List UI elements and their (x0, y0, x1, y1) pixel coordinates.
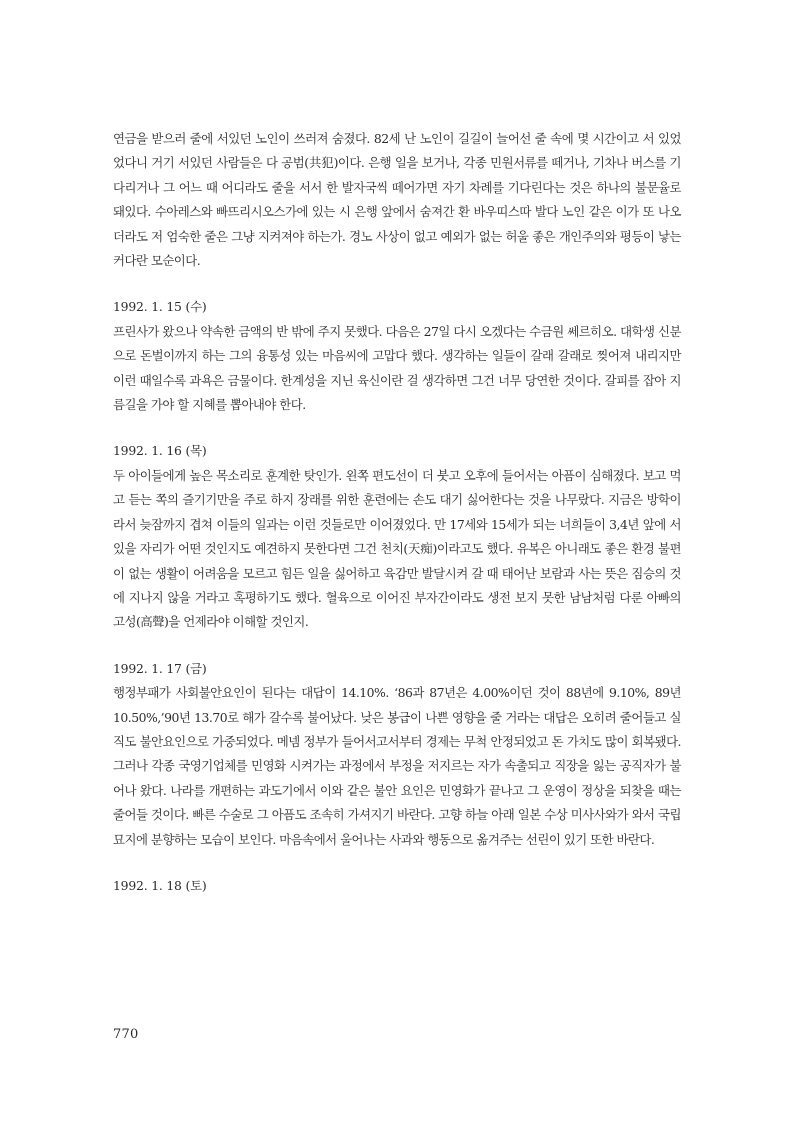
diary-page-body (113, 127, 681, 898)
diary-entry-0117 (113, 657, 681, 852)
entry-text: 두 아이들에게 높은 목소리로 훈계한 탓인가. 왼쪽 편도선이 더 붓고 오후에 들어서는 아픔이 심해졌다. 보고 먹고 듣는 쪽의 즐기기만을 주로 하지 장래를 위한 훈련에는 손도 대기 싫어한다는 것을 나무랐다. 지금은 방학이라서 늦잠까지 겹쳐 이들의 일과는 이런 것들로만 이어졌었다. 만 17세와 15세가 되는 너희들이 3,4년 앞에 서 있을 자리가 어떤 것인지도 예견하지 못한다면 그건 천치(天痴)이라고도 했다. 유복은 아니래도 좋은 환경 불편이 없는 생활이 어려움을 모르고 힘든 일을 싫어하고 육감만 발달시켜 갈 때 태어난 보람과 사는 뜻은 짐승의 것에 지나지 않을 거라고 혹평하기도 했다. 혈육으로 이어진 부자간이라도 생전 보지 못한 남남처럼 다룬 아빠의 고성(高聲)을 언제라야 이해할 것인지. (113, 467, 681, 630)
page-number: 770 (113, 1027, 139, 1042)
entry-date: 1992. 1. 15 (수) (113, 299, 207, 315)
intro-paragraph: 연금을 받으러 줄에 서있던 노인이 쓰러져 숨졌다. 82세 난 노인이 길길이 늘어선 줄 속에 몇 시간이고 서 있었었다니 거기 서있던 사람들은 다 공범(共犯)이다. 은행 일을 보거나, 각종 민원서류를 떼거나, 기차나 버스를 기다리거나 그 어느 때 어디라도 줄을 서서 한 발자국씩 떼어가면 자기 차례를 기다린다는 것은 하나의 불문율로 돼있다. 수아레스와 빠뜨리시오스가에 있는 시 은행 앞에서 숨져간 환 바우띠스따 발다 노인 같은 이가 또 나오더라도 저 엄숙한 줄은 그냥 지켜져야 하는가. 경노 사상이 없고 예외가 없는 허울 좋은 개인주의와 평등이 낳는 커다란 모순이다. (113, 131, 681, 269)
diary-entry-0115 (113, 295, 681, 417)
diary-entry-0116 (113, 439, 681, 634)
entry-date: 1992. 1. 18 (토) (113, 877, 207, 893)
entry-text: 행정부패가 사회불안요인이 된다는 대답이 14.10%. ‘86과 87년은 4.00%이던 것이 88년에 9.10%, 89년 10.50%,’90년 13.70로 해가 갈수록 불어났다. 낮은 봉급이 나쁜 영향을 줄 거라는 대답은 오히려 줄어들고 실직도 불안요인으로 가중되었다. 메넴 정부가 들어서고서부터 경제는 무척 안정되었고 돈 가치도 많이 회복됐다. 그러나 각종 국영기업체를 민영화 시켜가는 과정에서 부정을 저지르는 자가 속출되고 직장을 잃는 공직자가 불어나 왔다. 나라를 개편하는 과도기에서 이와 같은 불안 요인은 민영화가 끝나고 그 운영이 정상을 되찾을 때는 줄어들 것이다. 빠른 수술로 그 아픔도 조속히 가셔지기 바란다. 고향 하늘 아래 일본 수상 미사사와가 와서 국립묘지에 분향하는 모습이 보인다. 마음속에서 울어나는 사과와 행동으로 옮겨주는 선린이 있기 또한 바란다. (113, 685, 681, 847)
entry-text: 프린사가 왔으나 약속한 금액의 반 밖에 주지 못했다. 다음은 27일 다시 오겠다는 수금원 쎄르히오. 대학생 신분으로 돈벌이까지 하는 그의 융통성 있는 마음씨에 고맙다 했다. 생각하는 일들이 갈래 갈래로 찢어져 내리지만 이런 때일수록 과욕은 금물이다. 한계성을 지닌 육신이란 걸 생각하면 그건 너무 당연한 것이다. 갈피를 잡아 지름길을 가야 할 지혜를 뽑아내야 한다. (113, 323, 681, 413)
entry-date: 1992. 1. 17 (금) (113, 660, 207, 676)
entry-date: 1992. 1. 16 (목) (113, 443, 207, 459)
diary-entry-0118 (113, 874, 681, 898)
